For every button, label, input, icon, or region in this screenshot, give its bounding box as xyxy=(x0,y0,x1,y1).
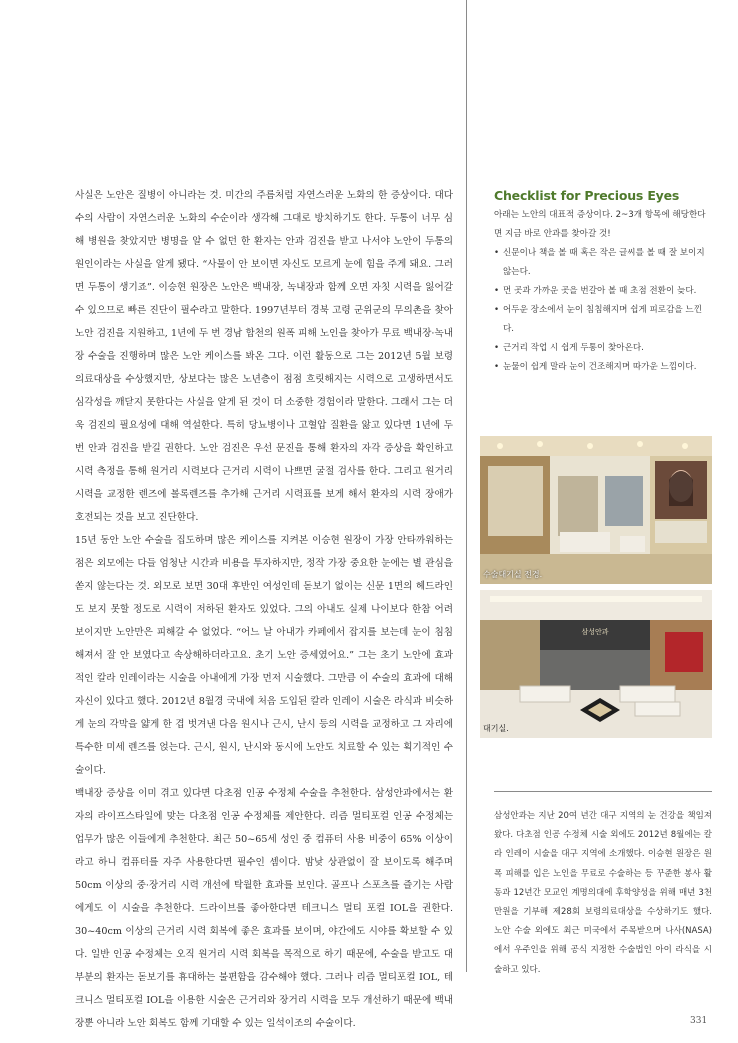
surgery-waiting-room-image xyxy=(480,436,712,584)
clinic-sign: 삼성안과 xyxy=(581,628,609,636)
photo-caption: 수술대기실 전경. xyxy=(483,570,543,579)
page-number: 331 xyxy=(690,1016,708,1026)
checklist-item: • 신문이나 책을 볼 때 혹은 작은 글씨를 볼 때 잘 보이지 않는다. xyxy=(494,244,712,282)
article-paragraph-3: 백내장 증상을 이미 겪고 있다면 다초점 인공 수정체 수술을 추천한다. 삼성안과에서는 환자의 라이프스타일에 맞는 다초점 인공 수정체를 제안한다. 리즘 멀티포컬 인공 수정체는 업무가 많은 이들에게 추천한다. 최근 50~65세 성인 중 컴퓨터 사용 비중이 65% 이상이라고 하니 컴퓨터를 자주 사용한다면 필수인 셈이다. 밤낮 상관없이 잘 보이도록 해주며 50cm 이상의 중·장거리 시력 개선에 탁월한 효과를 보인다. 골프나 스포츠를 즐기는 사람에게도 이 시술을 추천한다. 드라이브를 좋아한다면 테크니스 멀티 포컬 IOL을 권한다. 30~40cm 이상의 근거리 시력 회복에 좋은 효과를 보이며, 야간에도 시야를 확보할 수 있다. 일반 인공 수정체는 오직 원거리 시력 회복을 목적으로 하기 때문에, 수술을 받고도 대부분의 환자는 돋보기를 휴대하는 불편함을 감수해야 했다. 그러나 리즘 멀티포컬 IOL, 테크니스 멀티포컬 IOL을 이용한 시술은 근거리와 장거리 시력을 모두 개선하기 때문에 백내장뿐 아니라 노안 회복도 함께 기대할 수 있는 일석이조의 수술이다. xyxy=(75,788,453,1029)
surgery-waiting-room-photo xyxy=(480,436,712,584)
checklist-intro: 아래는 노안의 대표적 증상이다. 2~3개 항목에 해당한다면 지금 바로 안과를 찾아갈 것! xyxy=(494,210,706,239)
article-paragraph-1: 사실은 노안은 질병이 아니라는 것. 미간의 주름처럼 자연스러운 노화의 한 증상이다. 대다수의 사람이 자연스러운 노화의 수순이라 생각해 그대로 방치하기도 한다. 두통이 너무 심해 병원을 찾았지만 병명을 알 수 없던 한 환자는 안과 검진을 받고 나서야 노안이 두통의 원인이라는 사실을 알게 됐다. “사물이 안 보이면 자신도 모르게 눈에 힘을 주게 돼요. 그러면 두통이 생기죠”. 이승현 원장은 노안은 백내장, 녹내장과 함께 오면 자칫 시력을 잃어갈 수 있으므로 빠른 진단이 필수라고 말한다. 1997년부터 경북 고령 군위군의 무의촌을 찾아 노안 검진을 지원하고, 1년에 두 번 경남 합천의 원폭 피해 노인을 찾아가 무료 백내장·녹내장 수술을 진행하며 많은 노안 케이스를 봐온 그다. 이런 활동으로 그는 2012년 5월 보령의료대상을 수상했지만, 상보다는 많은 노년층이 점점 흐릿해지는 시력으로 고생하면서도 심각성을 깨닫지 못한다는 사실을 알게 된 것이 더 소중한 경험이라 말한다. 그래서 그는 더욱 검진의 필요성에 대해 역설한다. 특히 당뇨병이나 고혈압 질환을 앓고 있다면 1년에 두 번 안과 검진을 받길 권한다. 노안 검진은 우선 문진을 통해 환자의 자각 증상을 확인하고 시력 측정을 통해 원거리 시력보다 근거리 시력이 나쁘면 굴절 검사를 한다. 그리고 원거리 시력을 교정한 렌즈에 볼록렌즈를 추가해 근거리 시력표를 보게 해서 환자의 시력 장애가 호전되는 것을 보고 진단한다. xyxy=(75,190,453,523)
article-paragraph-2: 15년 동안 노안 수술을 집도하며 많은 케이스를 지켜본 이승현 원장이 가장 안타까워하는 점은 외모에는 다들 엄청난 시간과 비용을 투자하지만, 정작 가장 중요한 눈에는 별 관심을 쏟지 않는다는 것. 외모로 보면 30대 후반인 여성인데 돋보기 없이는 신문 1면의 헤드라인도 보지 못할 정도로 시력이 저하된 환자도 있었다. 그의 아내도 실제 나이보다 한참 어려 보이지만 노안만은 피해갈 수 없었다. “어느 날 아내가 카페에서 잡지를 보는데 눈이 침침해져서 잘 안 보였다고 속상해하더라고요. 초기 노안 증세였어요.” 그는 초기 노안에 효과적인 칼라 인레이라는 시술을 아내에게 가장 먼저 시술했다. 그만큼 이 수술의 효과에 대해 자신이 있다고 했다. 2012년 8월경 국내에 처음 도입된 칼라 인레이 시술은 라식과 비슷하게 눈의 각막을 얇게 한 겹 벗겨낸 다음 원시나 근시, 난시 등의 시력을 교정하고 그 자리에 특수한 미세 렌즈를 얹는다. 근시, 원시, 난시와 동시에 노안도 치료할 수 있는 획기적인 수술이다. xyxy=(75,535,453,776)
checklist-item: • 어두운 장소에서 눈이 침침해지며 쉽게 피로감을 느낀다. xyxy=(494,301,712,339)
column-divider xyxy=(466,0,467,972)
checklist-item: • 근거리 작업 시 쉽게 두통이 찾아온다. xyxy=(494,339,712,358)
checklist-box xyxy=(494,188,712,377)
checklist-title: Checklist for Precious Eyes xyxy=(494,188,680,203)
about-divider xyxy=(494,791,712,792)
lobby-image xyxy=(480,590,712,738)
clinic-about: 삼성안과는 지난 20여 년간 대구 지역의 눈 건강을 책임져왔다. 다초점 인공 수정체 시술 외에도 2012년 8월에는 칼라 인레이 시술을 대구 지역에 소개했다. 이승현 원장은 원폭 피해를 입은 노인을 무료로 수술하는 등 꾸준한 봉사 활동과 12년간 모교인 계명의대에 후학양성을 위해 매년 3천만원을 기부해 제28회 보령의료대상을 수상하기도 했다. 노안 수술 외에도 최근 미국에서 주목받으며 나사(NASA)에서 우주인을 위해 공식 지정한 수술법인 아이 라식을 시술하고 있다. xyxy=(494,811,712,975)
lobby-photo xyxy=(480,590,712,738)
checklist-item: • 먼 곳과 가까운 곳을 번갈아 볼 때 초점 전환이 늦다. xyxy=(494,282,712,301)
main-article xyxy=(75,184,453,1035)
checklist-item: • 눈물이 쉽게 말라 눈이 건조해지며 따가운 느낌이다. xyxy=(494,358,712,377)
photo-caption: 대기실. xyxy=(483,724,509,733)
checklist-items xyxy=(494,244,712,377)
